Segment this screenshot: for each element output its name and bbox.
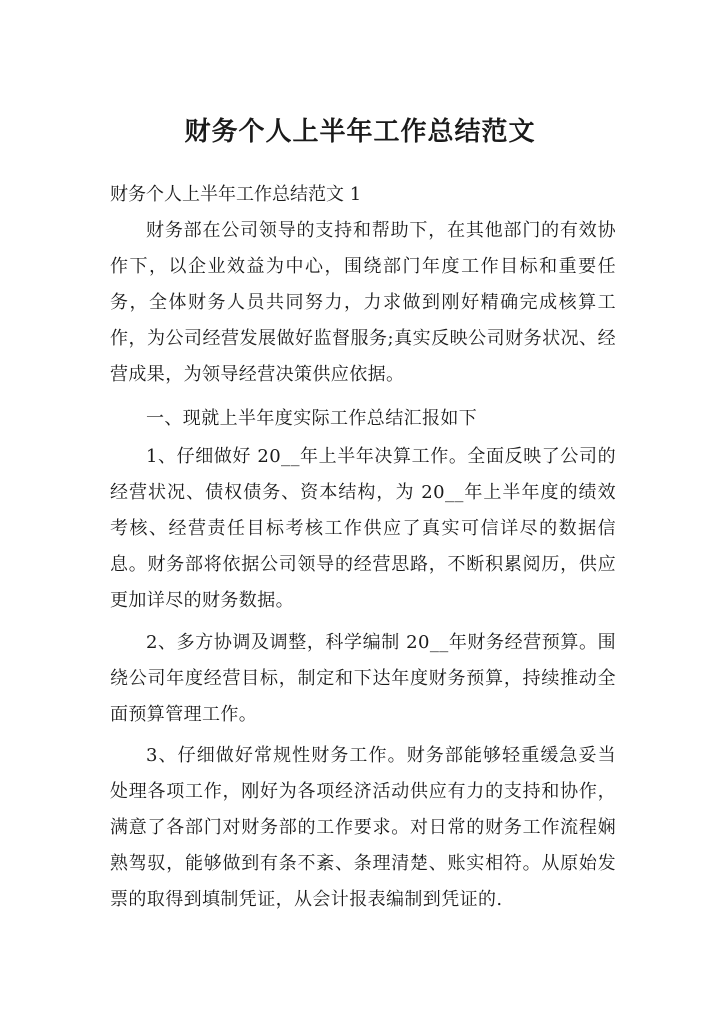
section-heading: 一、现就上半年度实际工作总结汇报如下 bbox=[146, 408, 478, 429]
paragraph-item-3: 3、仔细做好常规性财务工作。财务部能够轻重缓急妥当处理各项工作，刚好为各项经济活动供应有力的支持和协作，满意了各部门对财务部的工作要求。对日常的财务工作流程娴熟驾驭，能够做到有条不紊、条理清楚、账实相符。从原始发票的取得到填制凭证，从会计报表编制到凭证的. bbox=[110, 745, 616, 910]
document-title: 财务个人上半年工作总结范文 bbox=[184, 117, 536, 147]
paragraph-item-2: 2、多方协调及调整，科学编制 20__年财务经营预算。围绕公司年度经营目标，制定和下达年度财务预算，持续推动全面预算管理工作。 bbox=[110, 632, 616, 725]
document-subtitle: 财务个人上半年工作总结范文 1 bbox=[110, 184, 362, 205]
paragraph-item-1: 1、仔细做好 20__年上半年决算工作。全面反映了公司的经营状况、债权债务、资本结构，为 20__年上半年度的绩效考核、经营责任目标考核工作供应了真实可信详尽的数据信息。财务部将依据公司领导的经营思路，不断积累阅历，供应更加详尽的财务数据。 bbox=[110, 446, 616, 611]
paragraph-intro: 财务部在公司领导的支持和帮助下，在其他部门的有效协作下，以企业效益为中心，围绕部门年度工作目标和重要任务，全体财务人员共同努力，力求做到刚好精确完成核算工作，为公司经营发展做好监督服务;真实反映公司财务状况、经营成果，为领导经营决策供应依据。 bbox=[110, 220, 616, 385]
